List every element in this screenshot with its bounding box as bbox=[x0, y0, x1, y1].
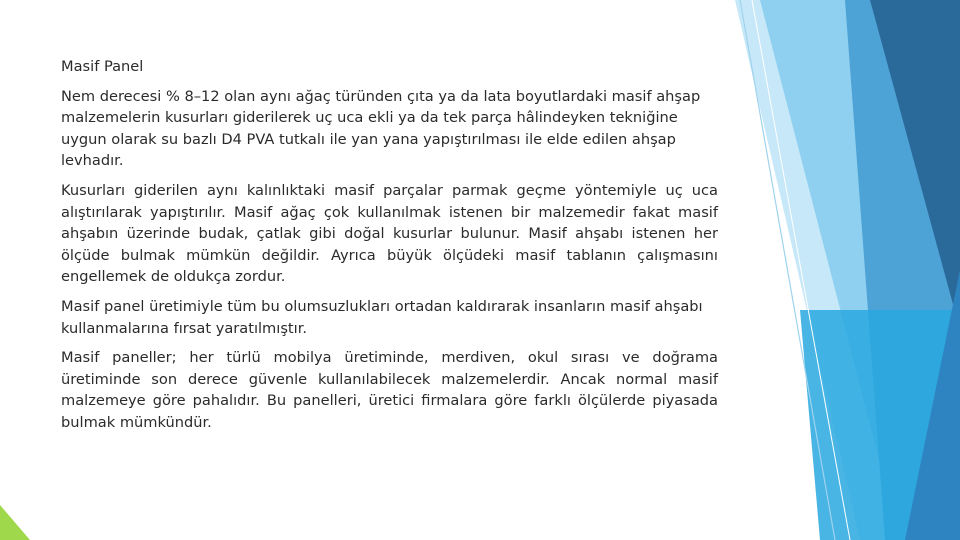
paragraph-1: Nem derecesi % 8–12 olan aynı ağaç türünden çıta ya da lata boyutlardaki masif ahşap malzemelerin kusurları giderilerek uç uca ekli ya da tek parça hâlindeyken tekniğine uygun olarak su bazlı D4 PVA tutkalı ile yan yana yapıştırılması ile elde edilen ahşap levhadır. bbox=[61, 87, 701, 170]
paragraph-2: Kusurları giderilen aynı kalınlıktaki masif parçalar parmak geçme yöntemiyle uç uca alıştırılarak yapıştırılır. Masif ağaç çok kullanılmak istenen bir malzemedir fakat masif ahşabın üzerinde budak, çatlak gibi doğal kusurlar bulunur. Masif ahşabı istenen her ölçüde bulmak mümkün değildir. Ayrıca büyük ölçüdeki masif tablanın çalışmasını engellemek de oldukça zordur. bbox=[61, 181, 718, 286]
paragraph-4: Masif paneller; her türlü mobilya üretiminde, merdiven, okul sırası ve doğrama üretiminde son derece güvenle kullanılabilecek malzemelerdir. Ancak normal masif malzemeye göre pahalıdır. Bu panelleri, üretici firmalara göre farklı ölçülerde piyasada bulmak mümkündür. bbox=[61, 349, 718, 431]
content-area bbox=[61, 56, 718, 442]
paragraph-3: Masif panel üretimiyle tüm bu olumsuzlukları ortadan kaldırarak insanların masif ahşabı kullanmalarına fırsat yaratılmıştır. bbox=[61, 297, 703, 337]
slide-title: Masif Panel bbox=[61, 58, 144, 75]
